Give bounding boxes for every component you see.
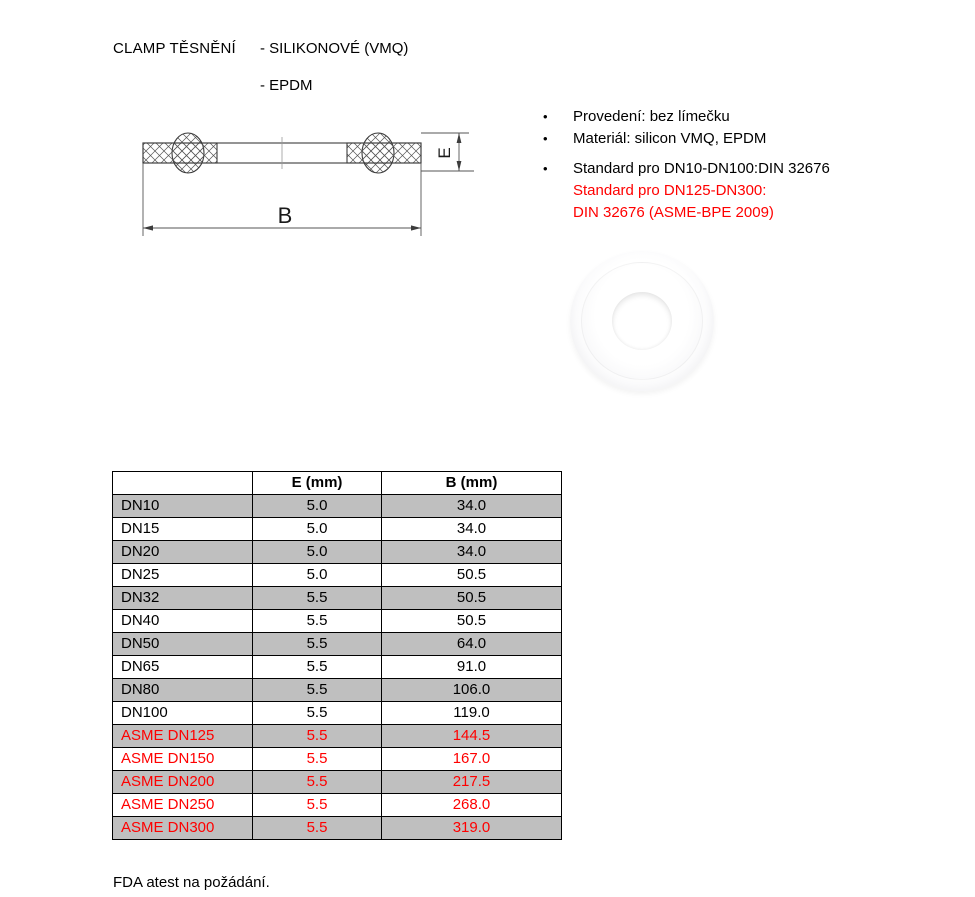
cell-e: 5.5 [253,794,382,817]
table-row [113,794,562,817]
cell-b: 50.5 [382,610,562,633]
table-row [113,587,562,610]
cell-e: 5.5 [253,679,382,702]
spec-lines [573,128,766,150]
spec-item [543,158,883,224]
cell-dn: ASME DN300 [113,817,253,840]
cell-dn: DN20 [113,541,253,564]
cell-e: 5.0 [253,518,382,541]
cell-dn: ASME DN150 [113,748,253,771]
cell-e: 5.5 [253,633,382,656]
bullet-icon: • [543,109,548,124]
bullet-icon: • [543,161,548,176]
cell-dn: DN40 [113,610,253,633]
table-row [113,541,562,564]
cell-e: 5.0 [253,541,382,564]
cell-e: 5.5 [253,702,382,725]
table-row [113,771,562,794]
header-dn [113,472,253,495]
spec-lines [573,106,730,128]
technical-drawing [128,115,478,243]
cell-b: 319.0 [382,817,562,840]
cell-dn: DN80 [113,679,253,702]
table-row [113,725,562,748]
variant-epdm-label: - EPDM [260,77,313,94]
table-row [113,633,562,656]
cell-b: 106.0 [382,679,562,702]
cell-dn: DN50 [113,633,253,656]
table-row [113,817,562,840]
cell-dn: DN10 [113,495,253,518]
bullet-icon: • [543,131,548,146]
header-e: E (mm) [253,472,382,495]
arrow-left-icon [143,225,153,230]
spec-list [543,106,883,224]
product-photo [570,251,714,391]
cell-dn: ASME DN125 [113,725,253,748]
dimension-b-label: B [277,203,293,228]
table-body [113,495,562,840]
cell-dn: DN100 [113,702,253,725]
table-row [113,679,562,702]
cell-b: 268.0 [382,794,562,817]
table-header-row [113,472,562,495]
footer-note: FDA atest na požádání. [113,874,270,891]
arrow-right-icon [411,225,421,230]
cell-e: 5.5 [253,748,382,771]
table-row [113,610,562,633]
cell-b: 34.0 [382,495,562,518]
cell-e: 5.5 [253,656,382,679]
spec-item [543,128,883,150]
arrow-down-icon [457,161,462,171]
table-row [113,656,562,679]
spec-line: Materiál: silicon VMQ, EPDM [573,130,767,147]
cell-dn: ASME DN200 [113,771,253,794]
cell-e: 5.5 [253,587,382,610]
cell-e: 5.0 [253,564,382,587]
cell-e: 5.5 [253,817,382,840]
spec-lines [573,158,830,224]
table-row [113,495,562,518]
cell-dn: DN65 [113,656,253,679]
spec-line: Standard pro DN10-DN100:DIN 32676 [573,160,830,177]
variant-silicone-label: - SILIKONOVÉ (VMQ) [260,40,409,57]
table-row [113,564,562,587]
cell-dn: DN15 [113,518,253,541]
cell-e: 5.5 [253,610,382,633]
cell-b: 34.0 [382,518,562,541]
spec-line: DIN 32676 (ASME-BPE 2009) [573,204,774,221]
cell-dn: DN25 [113,564,253,587]
spec-line: Standard pro DN125-DN300: [573,182,767,199]
spec-item [543,106,883,128]
cell-b: 119.0 [382,702,562,725]
cell-b: 144.5 [382,725,562,748]
cell-b: 50.5 [382,587,562,610]
dimensions-table [112,471,562,840]
table-row [113,748,562,771]
cell-e: 5.5 [253,725,382,748]
cell-b: 50.5 [382,564,562,587]
cell-e: 5.0 [253,495,382,518]
cell-dn: DN32 [113,587,253,610]
cell-b: 64.0 [382,633,562,656]
cell-e: 5.5 [253,771,382,794]
gasket-hole [612,292,672,350]
cell-b: 217.5 [382,771,562,794]
dimension-e-label: E [435,147,454,159]
arrow-up-icon [457,133,462,143]
table-row [113,702,562,725]
cell-b: 34.0 [382,541,562,564]
cell-b: 91.0 [382,656,562,679]
header-b: B (mm) [382,472,562,495]
cell-dn: ASME DN250 [113,794,253,817]
cell-b: 167.0 [382,748,562,771]
spec-line: Provedení: bez límečku [573,108,730,125]
page-title: CLAMP TĚSNĚNÍ [113,40,236,57]
table-row [113,518,562,541]
